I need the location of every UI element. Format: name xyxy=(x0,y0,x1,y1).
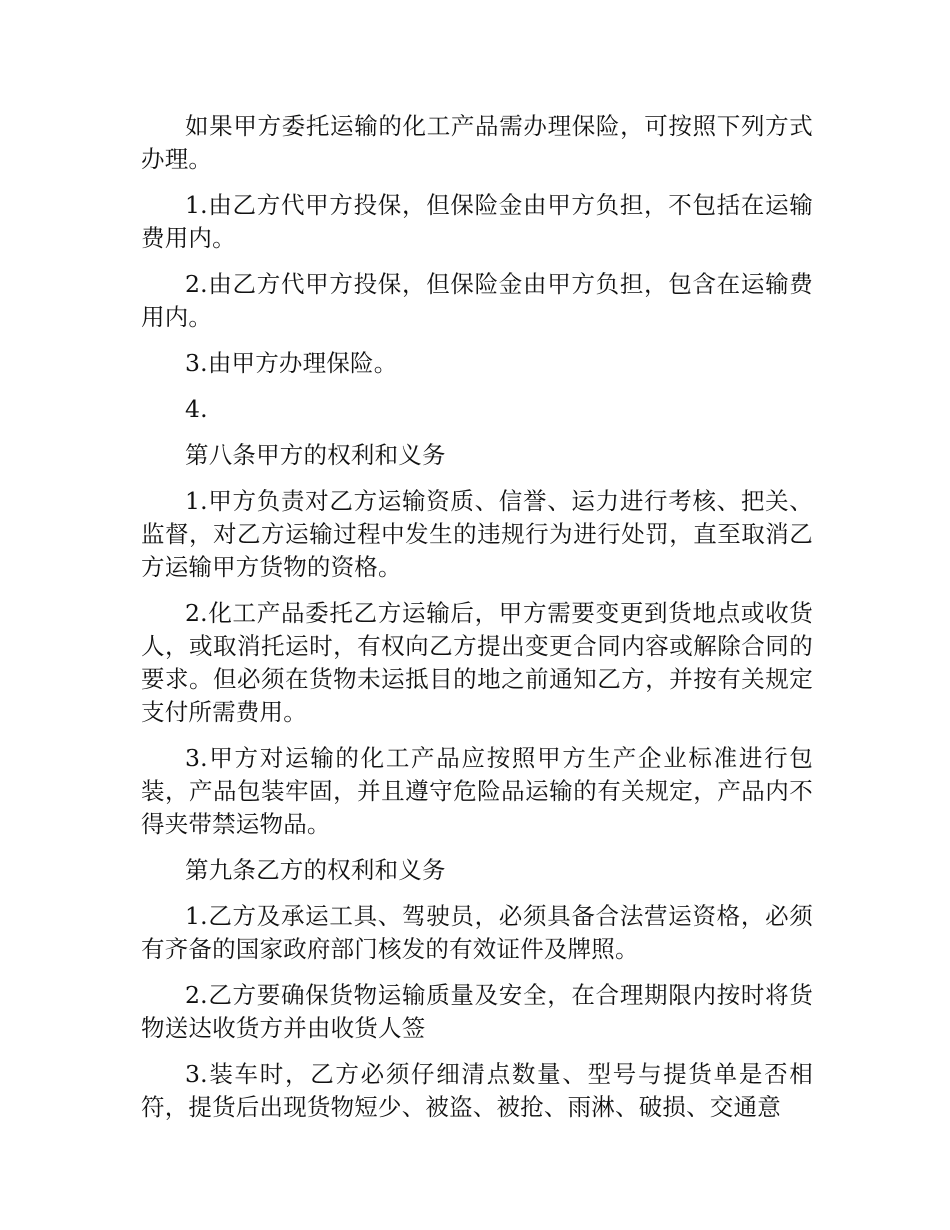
article-9-heading: 第九条乙方的权利和义务 xyxy=(185,856,446,884)
article-8-item-2: 2.化工产品委托乙方运输后，甲方需要变更到货地点或收货人，或取消托运时，有权向乙方提出变更合同内容或解除合同的要求。但必须在货物未运抵目的地之前通知乙方，并按有关规定支付所需费用。 xyxy=(141,599,813,726)
article-8-item-3: 3.甲方对运输的化工产品应按照甲方生产企业标准进行包装，产品包装牢固，并且遵守危险品运输的有关规定，产品内不得夹带禁运物品。 xyxy=(141,744,813,838)
article-9-item-2: 2.乙方要确保货物运输质量及安全，在合理期限内按时将货物送达收货方并由收货人签 xyxy=(141,981,813,1042)
article-8-item-1: 1.甲方负责对乙方运输资质、信誉、运力进行考核、把关、监督，对乙方运输过程中发生的违规行为进行处罚，直至取消乙方运输甲方货物的资格。 xyxy=(141,487,813,581)
paragraph-insurance-option-2: 2.由乙方代甲方投保，但保险金由甲方负担，包含在运输费用内。 xyxy=(141,270,813,331)
document-body xyxy=(141,110,813,1137)
article-9-item-3: 3.装车时，乙方必须仔细清点数量、型号与提货单是否相符，提货后出现货物短少、被盗、被抢、雨淋、破损、交通意 xyxy=(141,1060,813,1121)
paragraph-insurance-option-1: 1.由乙方代甲方投保，但保险金由甲方负担，不包括在运输费用内。 xyxy=(141,191,813,252)
article-8-heading: 第八条甲方的权利和义务 xyxy=(185,441,446,469)
paragraph-insurance-option-4: 4. xyxy=(185,395,208,423)
paragraph-insurance-option-3: 3.由甲方办理保险。 xyxy=(185,349,398,377)
paragraph-insurance-intro: 如果甲方委托运输的化工产品需办理保险，可按照下列方式办理。 xyxy=(141,112,813,173)
article-9-item-1: 1.乙方及承运工具、驾驶员，必须具备合法营运资格，必须有齐备的国家政府部门核发的有效证件及牌照。 xyxy=(141,902,813,963)
